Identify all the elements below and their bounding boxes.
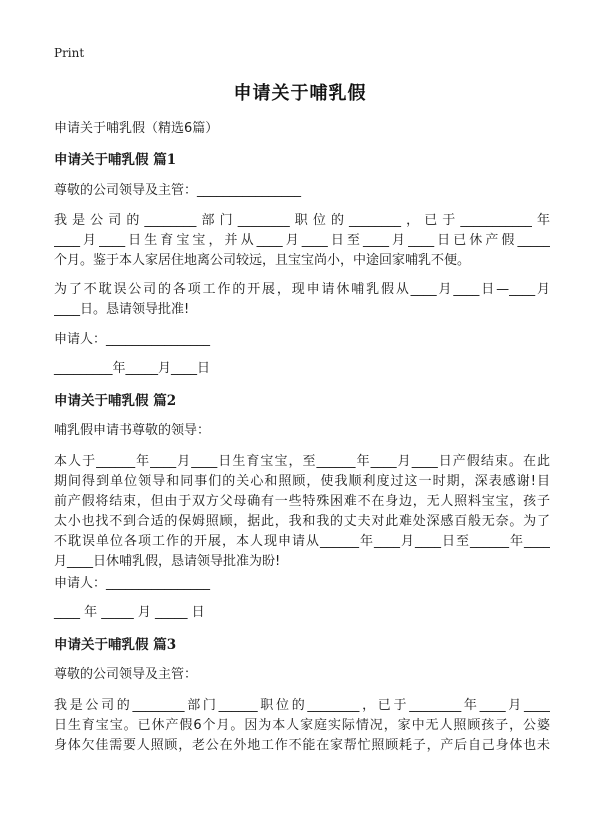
text-line: 我是公司的________部门______职位的________，已于________年____月____ — [54, 698, 550, 713]
section-2-intro: 哺乳假申请书尊敬的领导： — [54, 423, 211, 438]
text-line: 期间得到单位领导和同事们的关心和照顾，使我顺利度过这一时期，深表感谢!目 — [54, 474, 550, 489]
section-2-date: ____ 年 _____ 月 _____ 日 — [54, 605, 205, 620]
page-title: 申请关于哺乳假 — [233, 83, 367, 104]
section-1-paragraph-1 — [54, 211, 550, 271]
section-heading-3: 申请关于哺乳假 篇3 — [54, 637, 177, 653]
section-3-greeting: 尊敬的公司领导及主管： — [54, 667, 198, 682]
text-line: 太小也找不到合适的保姆照顾，据此，我和我的丈夫对此难处深感百般无奈。为了 — [54, 514, 550, 529]
section-heading-1: 申请关于哺乳假 篇1 — [54, 152, 177, 168]
text-line: ____月____日生育宝宝，并从____月____日至____月____日已休产假_____ — [54, 233, 550, 248]
text-line: 本人于______年____月____日生育宝宝，至______年____月____日产假结束。在此 — [54, 454, 550, 469]
section-1-applicant: 申请人：________________ — [54, 332, 211, 347]
text-line: 个月。鉴于本人家居住地离公司较远，且宝宝尚小，中途回家哺乳不便。 — [54, 253, 471, 268]
section-heading-2: 申请关于哺乳假 篇2 — [54, 393, 177, 409]
text-line: 身体欠佳需要人照顾，老公在外地工作不能在家帮忙照顾耗子，产后自己身体也未 — [54, 738, 550, 753]
section-2-applicant: 申请人：________________ — [54, 576, 211, 591]
section-1-paragraph-2 — [54, 280, 550, 320]
text-line: 我是公司的________部门________职位的________，已于___________年 — [54, 213, 550, 228]
section-3-paragraph — [54, 696, 550, 756]
text-line: 前产假将结束，但由于双方父母确有一些特殊困难不在身边，无人照料宝宝，孩子 — [54, 494, 550, 509]
text-line: 不耽误单位各项工作的开展，本人现申请从______年____月____日至______年____ — [54, 534, 550, 549]
section-1-date: _________年_____月____日 — [54, 361, 211, 376]
text-line: 为了不耽误公司的各项工作的开展，现申请休哺乳假从____月____日—____月 — [54, 282, 550, 297]
text-line: 日生育宝宝。已休产假6个月。因为本人家庭实际情况，家中无人照顾孩子，公婆 — [54, 718, 550, 733]
text-line: 月____日休哺乳假，恳请领导批准为盼! — [54, 554, 281, 569]
section-2-paragraph — [54, 452, 550, 572]
document-subtitle: 申请关于哺乳假（精选6篇） — [54, 121, 219, 136]
print-link[interactable]: Print — [54, 46, 85, 60]
section-1-greeting: 尊敬的公司领导及主管：________________ — [54, 183, 302, 198]
text-line: ____日。恳请领导批准! — [54, 302, 190, 317]
